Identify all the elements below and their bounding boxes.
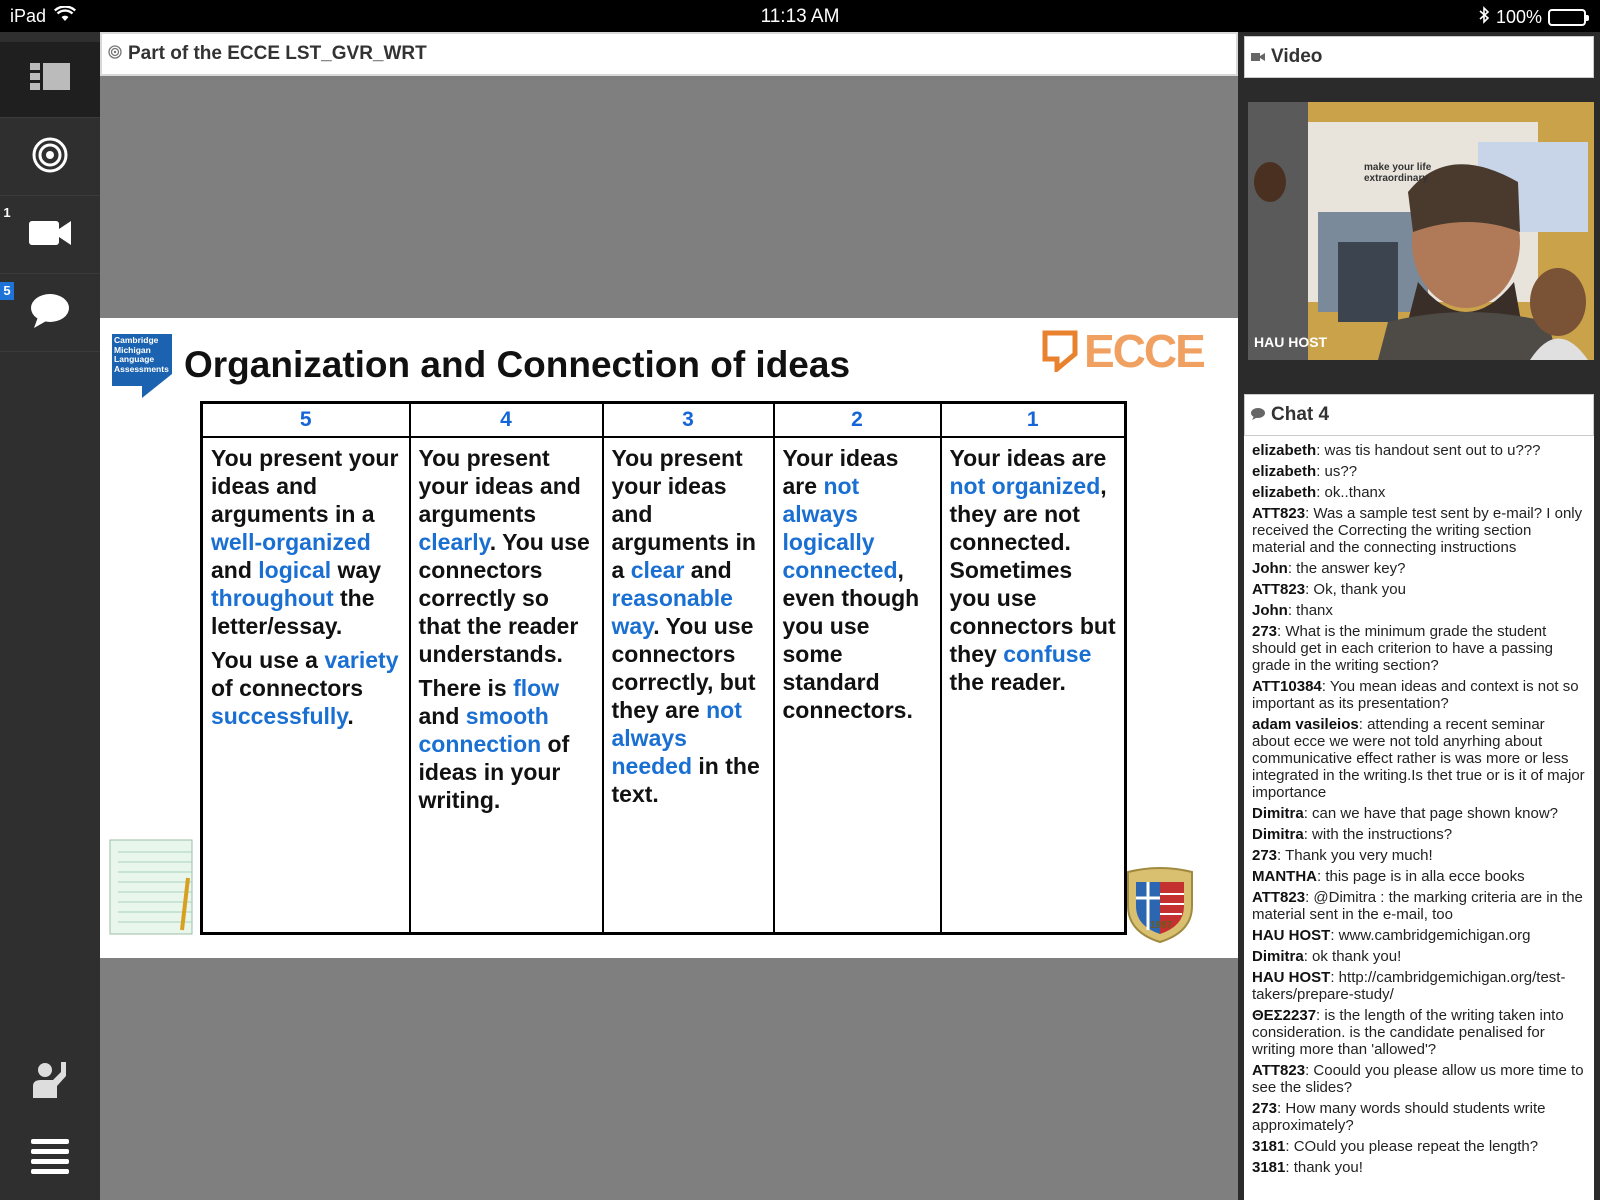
notepad-pencil-illustration [108,838,194,936]
video-overlay-text: make your life extraordinary [1364,162,1432,184]
chat-text: : You mean ideas and context is not so important as its presentation? [1252,678,1579,712]
chat-message [1252,1100,1586,1134]
chat-message [1252,826,1586,843]
chat-message [1252,442,1586,459]
chat-username: MANTHA [1252,868,1317,885]
battery-icon [1548,9,1586,26]
chat-username: elizabeth [1252,463,1317,480]
chat-text: : Thank you very much! [1277,847,1433,864]
chat-username: elizabeth [1252,484,1317,501]
score-3-header: 3 [603,403,774,437]
chat-button[interactable] [0,276,100,352]
score-2-header: 2 [774,403,941,437]
layouts-icon [30,61,70,98]
chat-message [1252,623,1586,674]
chat-text: : http://cambridgemichigan.org/test-takers/prepare-study/ [1252,969,1566,1003]
score-4-descriptor: You present your ideas and arguments clearly. You use connectors correctly so that the reader understands. There is flow and smooth connection of ideas in your writing. [410,437,603,934]
chat-message [1252,505,1586,556]
chat-text: : ok..thanx [1316,484,1386,501]
score-5-header: 5 [202,403,410,437]
chat-panel-header[interactable] [1244,394,1594,436]
chat-username: John [1252,560,1288,577]
score-1-descriptor: Your ideas are not organized, they are not connected. Sometimes you use connectors but they confuse the reader. [941,437,1126,934]
video-badge: 1 [3,205,11,220]
chat-username: 273 [1252,1100,1278,1117]
bluetooth-icon [1478,6,1490,29]
chat-message [1252,1062,1586,1096]
chat-message [1252,1159,1586,1176]
chat-username: ATT823 [1252,889,1306,906]
chat-text: : is the length of the writing taken into consideration. is the candidate penalised for writing more than 'allowed'? [1252,1007,1564,1058]
layouts-button[interactable] [0,42,100,118]
slide-title: Organization and Connection of ideas [184,344,851,385]
score-5-descriptor: You present your ideas and arguments in a well-organized and logical way throughout the letter/essay. You use a variety of connectors successfully. [202,437,410,934]
chat-message [1252,927,1586,944]
raise-hand-icon [31,1058,69,1103]
score-2-descriptor: Your ideas are not always logically connected, even though you use some standard connectors. [774,437,941,934]
chat-message [1252,889,1586,923]
target-small-icon [108,43,122,65]
chat-text: : How many words should students write approximately? [1252,1100,1546,1134]
chat-message-list [1252,442,1586,1176]
ecce-logo [1042,326,1204,376]
rubric-body-row [202,437,1126,934]
chat-username: Dimitra [1252,948,1304,965]
chat-message [1252,560,1586,577]
chat-username: ATT10384 [1252,678,1322,695]
chat-username: 273 [1252,847,1278,864]
chat-username: elizabeth [1252,442,1317,459]
seal-year: 1987 [1150,920,1173,931]
chat-text: : us?? [1316,463,1358,480]
layout-title-bar [100,32,1238,76]
chat-message [1252,868,1586,885]
chat-message [1252,463,1586,480]
cambridge-logo-text: Cambridge Michigan Language Assessments [114,335,169,374]
chat-text: : COuld you please repeat the length? [1285,1138,1539,1155]
chat-message [1252,484,1586,501]
chat-text: : www.cambridgemichigan.org [1330,927,1531,944]
chat-username: Dimitra [1252,826,1304,843]
chat-messages[interactable] [1244,436,1594,1200]
device-label: iPad [10,6,47,26]
chat-message [1252,716,1586,801]
video-feed[interactable] [1248,102,1594,360]
chat-message [1252,1138,1586,1155]
chat-username: HAU HOST [1252,969,1331,986]
chat-username: ATT823 [1252,1062,1306,1079]
chat-username: adam vasileios [1252,716,1359,733]
chat-username: ΘΕΣ2237 [1252,1007,1317,1024]
cambridge-michigan-logo [112,334,172,398]
chat-username: ATT823 [1252,581,1306,598]
chat-text: : Coould you please allow us more time to see the slides? [1252,1062,1584,1096]
target-button[interactable] [0,120,100,196]
score-4-header: 4 [410,403,603,437]
video-frame-image [1248,102,1594,360]
chat-text: : thanx [1287,602,1333,619]
layout-title: Part of the ECCE LST_GVR_WRT [128,43,427,64]
menu-icon [31,1137,69,1180]
chat-panel-title: Chat 4 [1271,404,1330,425]
presentation-area [100,32,1238,1200]
chat-username: 3181 [1252,1159,1286,1176]
chat-message [1252,678,1586,712]
video-camera-icon [29,219,71,252]
chat-text: : Ok, thank you [1305,581,1406,598]
chat-username: 3181 [1252,1138,1286,1155]
chat-text: : What is the minimum grade the student should get in each criterion to have a passing grade in the writing section? [1252,623,1554,674]
right-panel [1238,32,1600,1200]
chat-text: : attending a recent seminar about ecce we were not told anyrhing about communicative effect rather is was more or less integrated in the writing.Is thet true or is it of major importance [1252,716,1585,801]
battery-percent: 100% [1495,7,1542,27]
chat-username: ATT823 [1252,505,1306,522]
menu-button[interactable] [0,1120,100,1196]
target-icon [31,136,69,179]
video-button[interactable] [0,198,100,274]
chat-text: : was tis handout sent out to u??? [1316,442,1541,459]
chat-text: : thank you! [1285,1159,1363,1176]
ecce-logo-text: ECCE [1084,325,1204,377]
video-panel-header[interactable] [1244,36,1594,78]
hau-seal [1124,866,1196,944]
score-3-descriptor: You present your ideas and arguments in a clear and reasonable way. You use connectors correctly, but they are not always needed in the text. [603,437,774,934]
chat-text: : this page is in alla ecce books [1317,868,1525,885]
chat-username: Dimitra [1252,805,1304,822]
video-username-label: HAU HOST [1254,334,1328,350]
chat-username: HAU HOST [1252,927,1331,944]
rubric-table [200,401,1127,935]
chat-text: : with the instructions? [1303,826,1453,843]
chat-message [1252,969,1586,1003]
chat-bubble-icon [30,293,70,334]
chat-message [1252,847,1586,864]
video-panel-title: Video [1271,46,1323,67]
chat-username: 273 [1252,623,1278,640]
score-1-header: 1 [941,403,1126,437]
raise-hand-button[interactable] [0,1042,100,1118]
video-small-icon [1251,46,1265,68]
chat-message [1252,581,1586,598]
left-toolbar [0,32,100,1200]
chat-small-icon [1251,404,1265,426]
chat-text: : @Dimitra : the marking criteria are in the material sent in the e-mail, too [1252,889,1583,923]
chat-text: : Was a sample test sent by e-mail? I only received the Correcting the writing section material and the connecting instructions [1252,505,1583,556]
chat-message [1252,602,1586,619]
chat-message [1252,1007,1586,1058]
slide [100,318,1238,958]
chat-username: John [1252,602,1288,619]
chat-text: : the answer key? [1287,560,1406,577]
clock: 11:13 AM [760,6,840,27]
ios-status-bar [0,0,1600,32]
rubric-header-row [202,403,1126,437]
chat-message [1252,805,1586,822]
chat-message [1252,948,1586,965]
chat-text: : can we have that page shown know? [1303,805,1559,822]
chat-badge: 5 [0,282,14,300]
chat-text: : ok thank you! [1303,948,1402,965]
ecce-mark-icon [1042,330,1078,372]
